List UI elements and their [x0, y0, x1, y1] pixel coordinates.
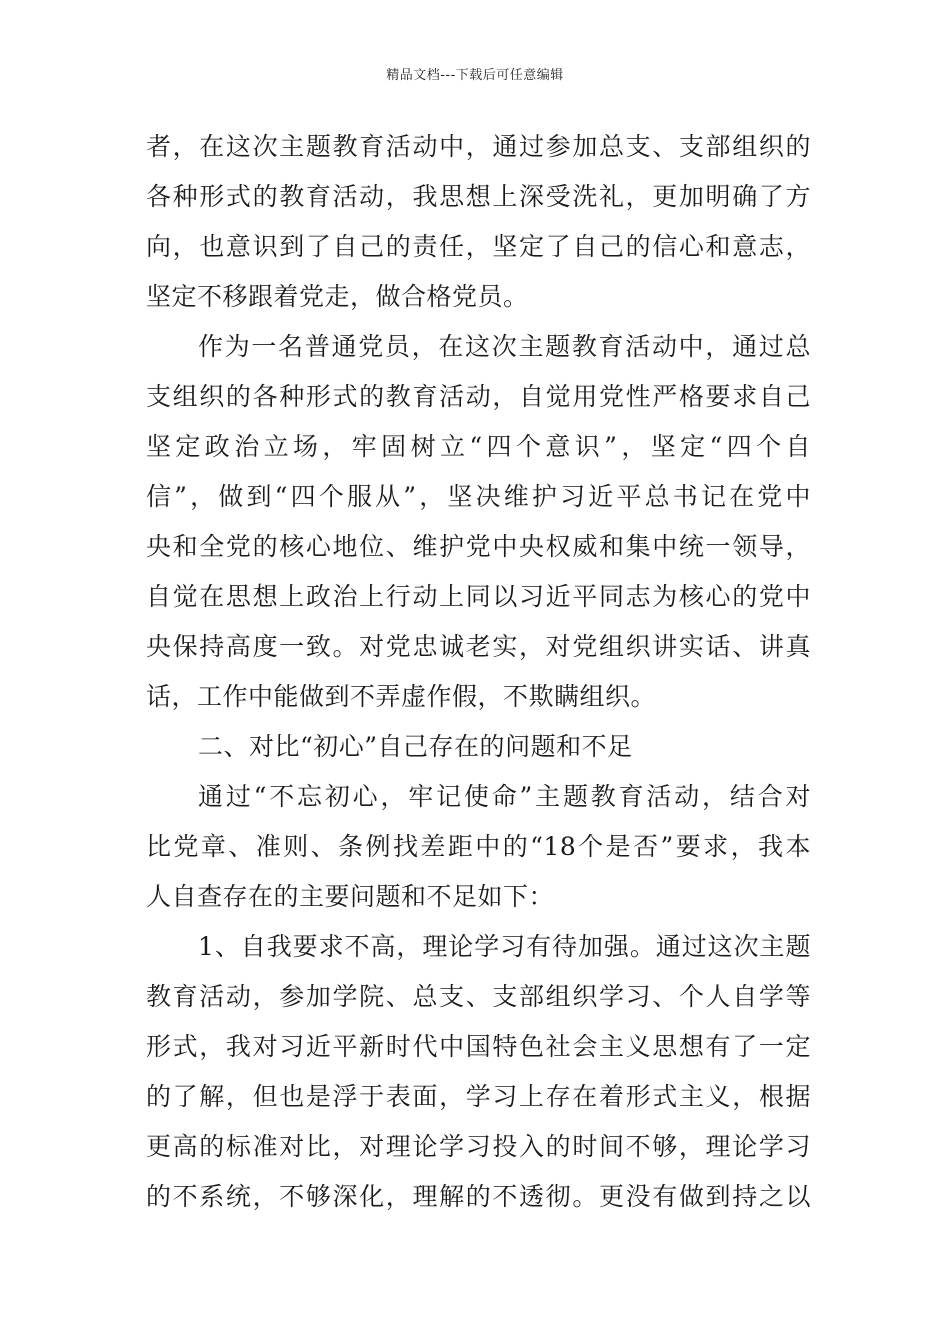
page-header: 精品文档---下载后可任意编辑: [386, 68, 564, 83]
text-line: 教育活动，参加学院、总支、支部组织学习、个人自学等: [146, 982, 811, 1011]
text-line: 形式，我对习近平新时代中国特色社会主义思想有了一定: [146, 1032, 811, 1061]
text-line: 信”，做到“四个服从”，坚决维护习近平总书记在党中: [146, 482, 811, 511]
document-body: [146, 122, 811, 1222]
text-line: 坚定不移跟着党走，做合格党员。: [146, 282, 529, 311]
paragraph: [146, 772, 811, 922]
text-line: 者，在这次主题教育活动中，通过参加总支、支部组织的: [146, 132, 811, 161]
paragraph: [146, 122, 811, 322]
paragraph: [146, 922, 811, 1222]
text-line: 作为一名普通党员，在这次主题教育活动中，通过总: [198, 332, 811, 361]
text-line: 1、自我要求不高，理论学习有待加强。通过这次主题: [198, 932, 811, 961]
text-line: 更高的标准对比，对理论学习投入的时间不够，理论学习: [146, 1132, 811, 1161]
text-line: 向，也意识到了自己的责任，坚定了自己的信心和意志，: [146, 232, 811, 261]
text-line: 央保持高度一致。对党忠诚老实，对党组织讲实话、讲真: [146, 632, 811, 661]
section-heading: [146, 722, 811, 772]
paragraph: [146, 322, 811, 722]
text-line: 支组织的各种形式的教育活动，自觉用党性严格要求自己: [146, 382, 811, 411]
text-line: 央和全党的核心地位、维护党中央权威和集中统一领导，: [146, 532, 811, 561]
text-line: 话，工作中能做到不弄虚作假，不欺瞒组织。: [146, 682, 657, 711]
text-line: 通过“不忘初心，牢记使命”主题教育活动，结合对: [198, 782, 811, 811]
text-line: 各种形式的教育活动，我思想上深受洗礼，更加明确了方: [146, 182, 811, 211]
text-line: 的了解，但也是浮于表面，学习上存在着形式主义，根据: [146, 1082, 811, 1111]
text-line: 二、对比“初心”自己存在的问题和不足: [198, 732, 633, 761]
text-line: 比党章、准则、条例找差距中的“18个是否”要求，我本: [146, 832, 811, 861]
text-line: 自觉在思想上政治上行动上同以习近平同志为核心的党中: [146, 582, 811, 611]
text-line: 人自查存在的主要问题和不足如下：: [146, 882, 555, 911]
text-line: 的不系统，不够深化，理解的不透彻。更没有做到持之以: [146, 1182, 811, 1211]
text-line: 坚定政治立场，牢固树立“四个意识”，坚定“四个自: [146, 432, 811, 461]
